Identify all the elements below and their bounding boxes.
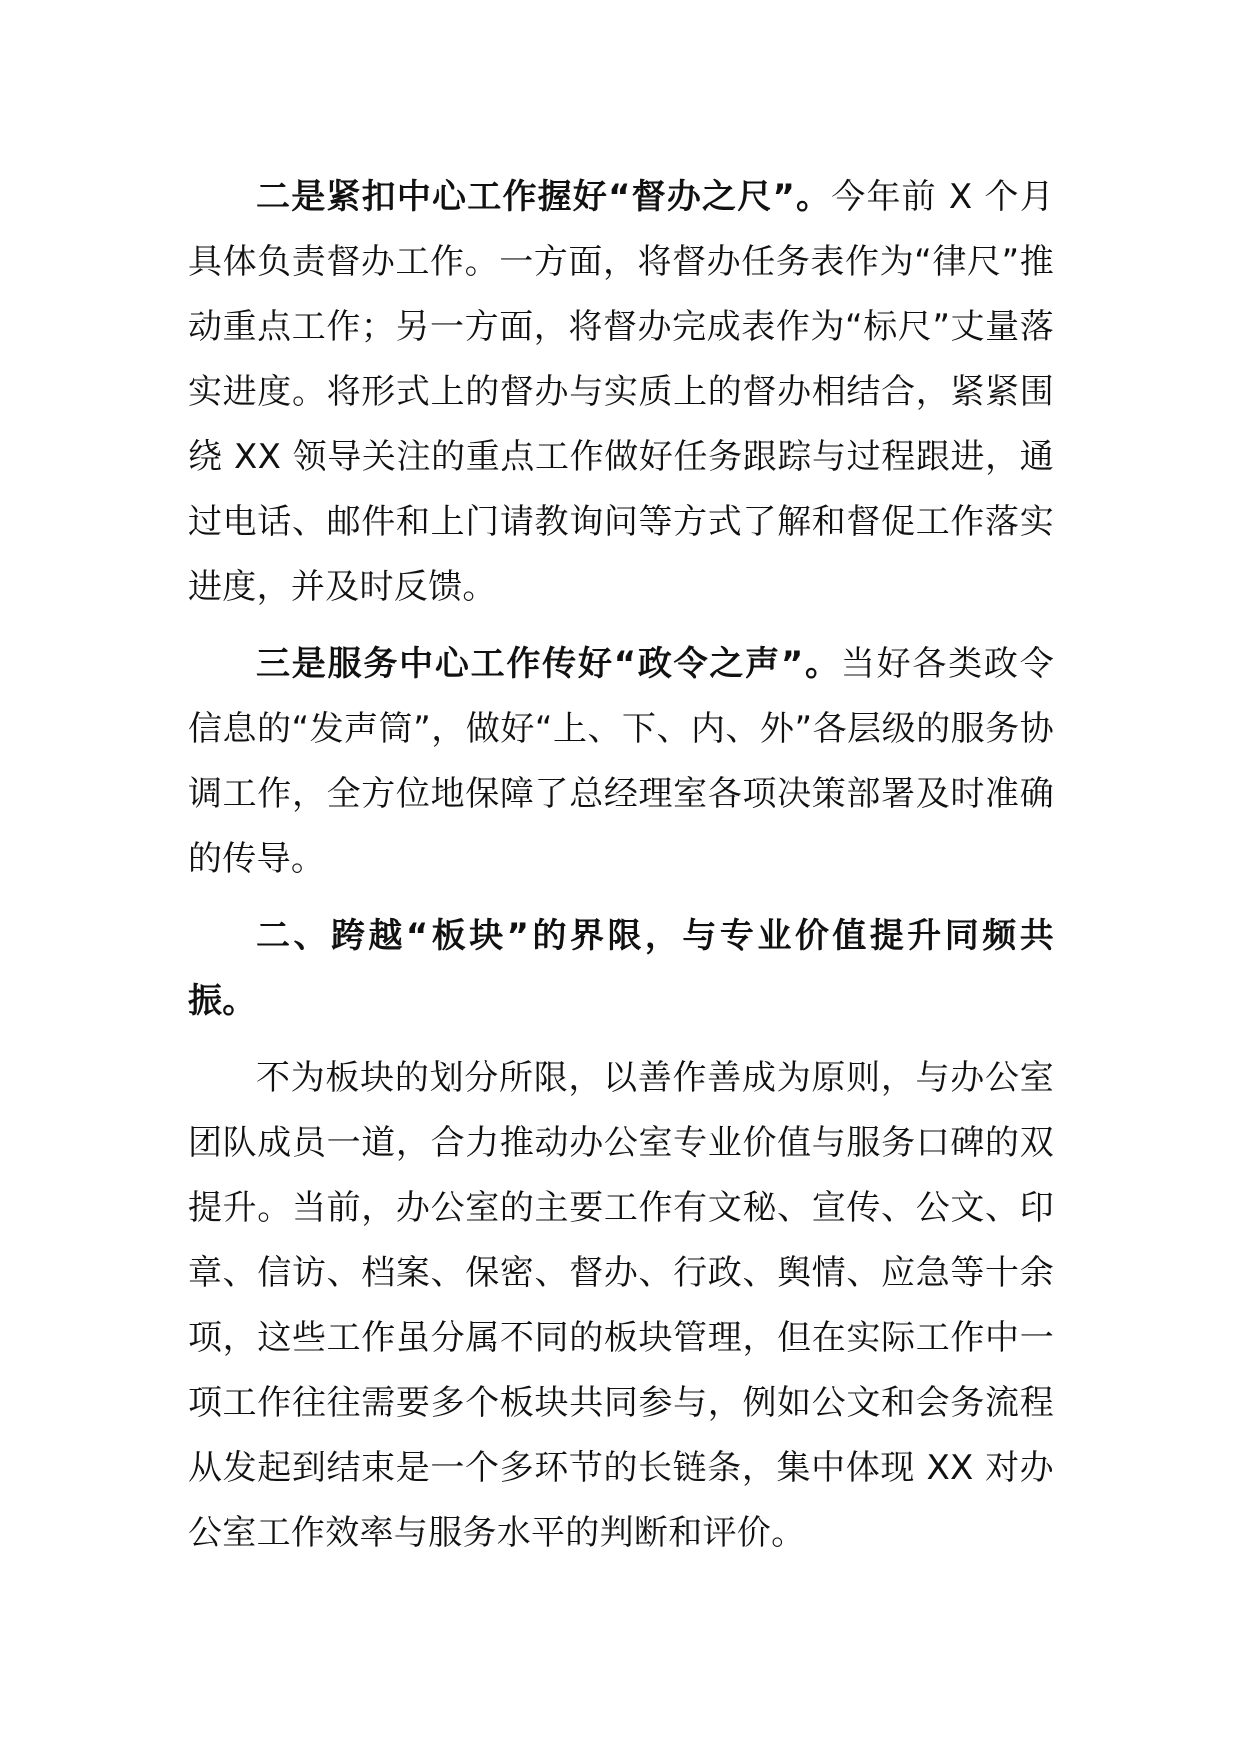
paragraph-policy-voice: [188, 632, 1054, 892]
section-heading: 二、跨越“板块”的界限，与专业价值提升同频共振。: [188, 916, 1054, 1021]
paragraph-cross-sector: 不为板块的划分所限，以善作善成为原则，与办公室团队成员一道，合力推动办公室专业价值与服务口碑的双提升。当前，办公室的主要工作有文秘、宣传、公文、印章、信访、档案、保密、督办、行政、舆情、应急等十余项，这些工作虽分属不同的板块管理，但在实际工作中一项工作往往需要多个板块共同参与，例如公文和会务流程从发起到结束是一个多环节的长链条，集中体现 XX 对办公室工作效率与服务水平的判断和评价。: [188, 1058, 1054, 1553]
paragraph-supervision: [188, 165, 1054, 620]
paragraph-text: 当好各类政令信息的“发声筒”，做好“上、下、内、外”各层级的服务协调工作，全方位地保障了总经理室各项决策部署及时准确的传导。: [188, 644, 1054, 879]
document-body: [188, 165, 1054, 1566]
paragraph-lead: 三是服务中心工作传好“政令之声”。: [256, 644, 841, 684]
paragraph-text: 今年前 X 个月具体负责督办工作。一方面，将督办任务表作为“律尺”推动重点工作；另一方面，将督办完成表作为“标尺”丈量落实进度。将形式上的督办与实质上的督办相结合，紧紧围绕 XX 领导关注的重点工作做好任务跟踪与过程跟进，通过电话、邮件和上门请教询问等方式了解和督促工作落实进度，并及时反馈。: [188, 177, 1054, 607]
paragraph-lead: 二是紧扣中心工作握好“督办之尺”。: [256, 177, 832, 217]
